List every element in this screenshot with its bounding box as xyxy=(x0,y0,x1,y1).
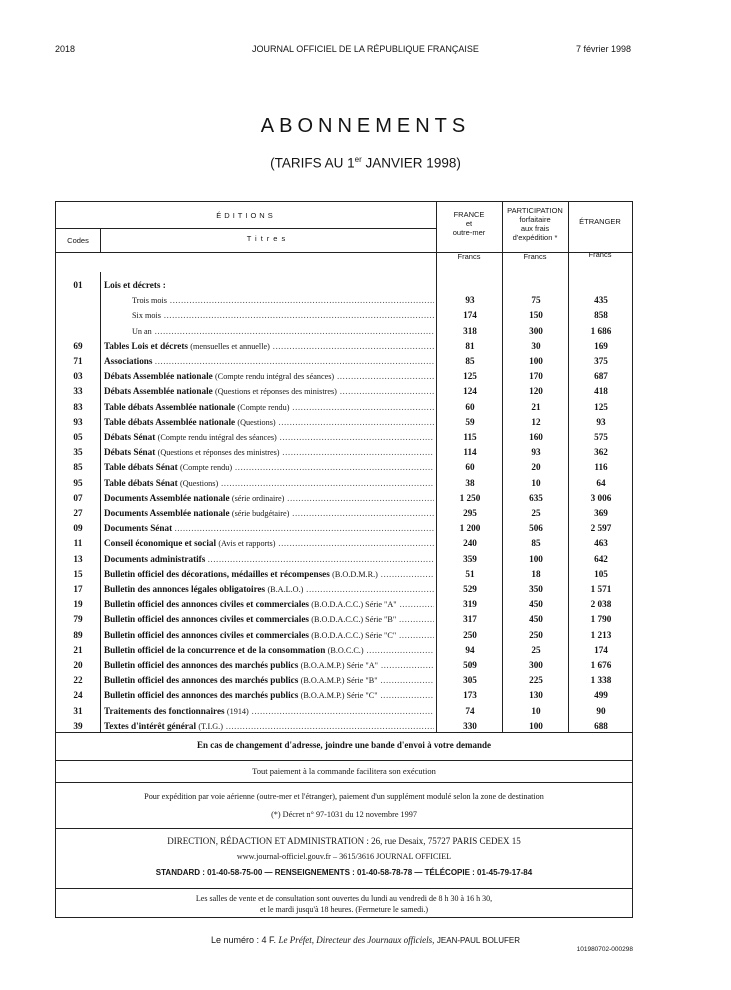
price-france: 115 xyxy=(463,432,477,442)
price-participation: 450 xyxy=(529,614,543,625)
table-row xyxy=(56,415,632,430)
price-france: 1 250 xyxy=(459,492,481,503)
table-row xyxy=(56,445,632,460)
price-etranger: 105 xyxy=(594,568,608,579)
etranger-header: ÉTRANGER xyxy=(579,217,621,226)
codes-header: Codes xyxy=(67,236,89,245)
decree-note: (*) Décret n° 97-1031 du 12 novembre 1997 xyxy=(271,810,417,819)
row-title: Bulletin des annonces légales obligatoires (B.A.L.O.) ..... xyxy=(104,582,434,597)
price-participation: 170 xyxy=(529,371,543,382)
price-france: 38 xyxy=(465,477,475,488)
row-code: 33 xyxy=(73,386,83,397)
footer: Le numéro : 4 F. Le Préfet, Directeur des Journaux officiels, JEAN-PAUL BOLUFER xyxy=(210,935,521,945)
table-row xyxy=(56,369,632,384)
row-title: Bulletin officiel de la concurrence et de la consommation (B.O.C.C.) ..... xyxy=(104,643,434,658)
table-row xyxy=(56,521,632,536)
price-etranger: 575 xyxy=(594,432,608,442)
table-row xyxy=(56,491,632,506)
change-address-note: En cas de changement d'adresse, joindre une bande d'envoi à votre demande xyxy=(196,740,492,750)
price-participation: 25 xyxy=(531,508,541,518)
table-row xyxy=(56,293,632,308)
table-row xyxy=(56,643,632,658)
row-title: Bulletin officiel des annonces des marchés publics (B.O.A.M.P.) Série "C" ..... xyxy=(104,688,434,703)
price-etranger: 362 xyxy=(594,447,608,458)
row-title: Un an ..... xyxy=(132,324,434,339)
price-etranger: 858 xyxy=(594,310,608,321)
table-row xyxy=(56,567,632,582)
table-row xyxy=(56,536,632,551)
price-etranger: 687 xyxy=(594,371,608,382)
price-etranger: 499 xyxy=(594,690,608,701)
price-etranger: 1 571 xyxy=(590,584,612,594)
price-participation: 506 xyxy=(529,523,543,534)
row-code: 31 xyxy=(73,705,83,716)
row-code: 85 xyxy=(73,462,83,473)
row-code: 83 xyxy=(73,401,83,412)
price-participation: 350 xyxy=(529,584,543,594)
table-row xyxy=(56,704,632,719)
direction-address: DIRECTION, RÉDACTION ET ADMINISTRATION : 26, rue Desaix, 75727 PARIS CEDEX 15 xyxy=(167,836,521,846)
shipping-note: Pour expédition par voie aérienne (outre-mer et l'étranger), paiement d'un supplément modulé selon la zone de destination xyxy=(144,792,544,801)
france-header: FRANCE et outre-mer xyxy=(452,210,486,237)
row-title: Table débats Sénat (Questions) ..... xyxy=(104,476,434,491)
titres-header: Titres xyxy=(246,234,290,243)
row-code: 05 xyxy=(73,432,83,442)
journal-title: JOURNAL OFFICIEL DE LA RÉPUBLIQUE FRANÇAISE xyxy=(252,44,479,54)
row-code: 39 xyxy=(73,720,83,731)
row-code: 17 xyxy=(73,584,83,594)
table-row xyxy=(56,582,632,597)
price-participation: 300 xyxy=(529,325,543,336)
table-row xyxy=(56,384,632,399)
table-row xyxy=(56,354,632,369)
row-code: 79 xyxy=(73,614,83,625)
page-title: ABONNEMENTS xyxy=(260,115,471,137)
row-title: Documents administratifs ..... xyxy=(104,552,434,567)
row-code: 20 xyxy=(73,660,83,670)
table-row xyxy=(56,688,632,703)
row-title: Bulletin officiel des décorations, médailles et récompenses (B.O.D.M.R.) ..... xyxy=(104,567,434,582)
price-participation: 450 xyxy=(529,599,543,610)
row-title: Documents Assemblée nationale (série budgétaire) ..... xyxy=(104,506,434,521)
row-title: Six mois ..... xyxy=(132,308,434,323)
table-row xyxy=(56,308,632,323)
price-etranger: 435 xyxy=(594,295,608,306)
row-title: Débats Assemblée nationale (Questions et réponses des ministres) ..... xyxy=(104,384,434,399)
row-code: 03 xyxy=(73,371,83,382)
table-row xyxy=(56,719,632,734)
price-etranger: 642 xyxy=(594,553,608,564)
page-subtitle: (TARIFS AU 1er JANVIER 1998) xyxy=(270,155,461,171)
table-row xyxy=(56,612,632,627)
row-code: 21 xyxy=(73,644,83,655)
price-france: 318 xyxy=(463,325,477,336)
price-etranger: 90 xyxy=(596,705,606,716)
price-etranger: 1 790 xyxy=(590,614,612,625)
price-participation: 25 xyxy=(531,644,541,655)
table-row xyxy=(56,628,632,643)
price-participation: 21 xyxy=(531,401,541,412)
price-participation: 93 xyxy=(531,447,541,458)
table-row xyxy=(56,552,632,567)
row-code: 27 xyxy=(73,508,83,518)
table-row xyxy=(56,339,632,354)
price-france: 94 xyxy=(465,644,475,655)
row-code: 69 xyxy=(73,340,83,351)
price-etranger: 375 xyxy=(594,356,608,366)
price-participation: 18 xyxy=(531,568,541,579)
table-row xyxy=(56,400,632,415)
row-title: Conseil économique et social (Avis et rapports) ..... xyxy=(104,536,434,551)
price-participation: 150 xyxy=(529,310,543,321)
price-france: 85 xyxy=(465,356,475,366)
price-participation: 30 xyxy=(531,340,541,351)
row-title: Table débats Assemblée nationale (Questions) ..... xyxy=(104,415,434,430)
row-title: Documents Sénat ..... xyxy=(104,521,434,536)
row-code: 22 xyxy=(73,675,83,686)
price-etranger: 418 xyxy=(594,386,608,397)
row-code: 11 xyxy=(73,538,83,549)
price-participation: 85 xyxy=(531,538,541,549)
price-france: 295 xyxy=(463,508,477,518)
row-code: 71 xyxy=(73,356,83,366)
price-participation: 100 xyxy=(529,356,543,366)
row-title: Bulletin officiel des annonces des marchés publics (B.O.A.M.P.) Série "A" ..... xyxy=(104,658,434,673)
price-france: 317 xyxy=(463,614,477,625)
price-france: 81 xyxy=(465,340,475,351)
price-france: 305 xyxy=(463,675,477,686)
row-title: Textes d'intérêt général (T.I.G.) ..... xyxy=(104,719,434,734)
price-france: 74 xyxy=(465,705,475,716)
row-title: Bulletin officiel des annonces civiles et commerciales (B.O.D.A.C.C.) Série "C" ..... xyxy=(104,628,434,643)
table-row xyxy=(56,597,632,612)
price-etranger: 174 xyxy=(594,644,608,655)
table-row xyxy=(56,506,632,521)
row-title: Tables Lois et décrets (mensuelles et annuelle) ..... xyxy=(104,339,434,354)
row-code: 95 xyxy=(73,477,83,488)
row-title: Documents Assemblée nationale (série ordinaire) ..... xyxy=(104,491,434,506)
price-france: 51 xyxy=(465,568,475,579)
row-code: 13 xyxy=(73,553,83,564)
row-code: 93 xyxy=(73,416,83,427)
row-title: Lois et décrets : xyxy=(104,280,166,290)
price-etranger: 3 006 xyxy=(590,492,612,503)
row-title: Trois mois ..... xyxy=(132,293,434,308)
row-title: Bulletin officiel des annonces des marchés publics (B.O.A.M.P.) Série "B" ..... xyxy=(104,673,434,688)
price-participation: 160 xyxy=(529,432,543,442)
price-france: 59 xyxy=(465,416,475,427)
price-france: 60 xyxy=(465,462,475,473)
website-line: www.journal-officiel.gouv.fr – 3615/3616 JOURNAL OFFICIEL xyxy=(236,852,452,861)
price-participation: 300 xyxy=(529,660,543,670)
price-etranger: 1 686 xyxy=(590,325,612,336)
contact-numbers: STANDARD : 01-40-58-75-00 — RENSEIGNEMENTS : 01-40-58-78-78 — TÉLÉCOPIE : 01-45-79-17-84 xyxy=(155,868,533,877)
price-etranger: 93 xyxy=(596,416,606,427)
row-title: Associations ..... xyxy=(104,354,434,369)
row-title: Débats Sénat (Compte rendu intégral des séances) ..... xyxy=(104,430,434,445)
row-title: Bulletin officiel des annonces civiles et commerciales (B.O.D.A.C.C.) Série "A" ..... xyxy=(104,597,434,612)
table-row xyxy=(56,278,632,293)
price-france: 93 xyxy=(465,295,475,306)
price-participation: 10 xyxy=(531,705,541,716)
price-participation: 12 xyxy=(531,416,541,427)
row-code: 09 xyxy=(73,523,83,534)
price-etranger: 2 597 xyxy=(590,523,612,534)
price-france: 1 200 xyxy=(459,523,481,534)
price-etranger: 463 xyxy=(594,538,608,549)
subscription-table xyxy=(55,201,633,918)
row-code: 19 xyxy=(73,599,83,610)
reference-number: 101980702-000298 xyxy=(576,946,633,953)
price-participation: 120 xyxy=(529,386,543,397)
price-france: 509 xyxy=(463,660,477,670)
unit-participation: Francs xyxy=(523,252,547,261)
row-title: Table débats Assemblée nationale (Compte rendu) ..... xyxy=(104,400,434,415)
unit-etranger: Francs xyxy=(588,250,612,259)
price-etranger: 116 xyxy=(594,462,608,473)
price-participation: 250 xyxy=(529,629,543,640)
row-title: Bulletin officiel des annonces civiles et commerciales (B.O.D.A.C.C.) Série "B" ..... xyxy=(104,612,434,627)
price-etranger: 688 xyxy=(594,720,608,731)
price-participation: 130 xyxy=(529,690,543,701)
row-code: 01 xyxy=(73,280,83,290)
price-etranger: 169 xyxy=(594,340,608,351)
price-france: 114 xyxy=(463,447,477,458)
price-france: 124 xyxy=(463,386,477,397)
issue-date: 7 février 1998 xyxy=(575,44,631,54)
price-france: 240 xyxy=(463,538,477,549)
price-etranger: 1 676 xyxy=(590,660,612,670)
row-code: 35 xyxy=(73,447,83,458)
row-code: 24 xyxy=(73,690,83,701)
row-code: 89 xyxy=(73,629,83,640)
price-participation: 635 xyxy=(529,492,543,503)
opening-hours-1: Les salles de vente et de consultation sont ouvertes du lundi au vendredi de 8 h 30 à 16 h 30, xyxy=(195,894,493,903)
price-participation: 100 xyxy=(529,553,543,564)
unit-france: Francs xyxy=(457,252,481,261)
price-etranger: 369 xyxy=(594,508,608,518)
table-row xyxy=(56,476,632,491)
row-code: 07 xyxy=(73,492,83,503)
page-number: 2018 xyxy=(55,44,76,54)
price-france: 529 xyxy=(463,584,477,594)
price-france: 174 xyxy=(463,310,477,321)
price-etranger: 64 xyxy=(596,477,606,488)
participation-header: PARTICIPATION forfaitaire aux frais d'expédition * xyxy=(507,206,563,242)
price-etranger: 1 338 xyxy=(590,675,612,686)
table-row xyxy=(56,324,632,339)
table-row xyxy=(56,460,632,475)
price-france: 173 xyxy=(463,690,477,701)
row-title: Débats Assemblée nationale (Compte rendu intégral des séances) ..... xyxy=(104,369,434,384)
row-title: Traitements des fonctionnaires (1914) ..... xyxy=(104,704,434,719)
price-participation: 75 xyxy=(531,295,541,306)
table-row xyxy=(56,673,632,688)
price-france: 319 xyxy=(463,599,477,610)
price-participation: 10 xyxy=(531,477,541,488)
row-title: Table débats Sénat (Compte rendu) ..... xyxy=(104,460,434,475)
price-france: 359 xyxy=(463,553,477,564)
price-france: 330 xyxy=(463,720,477,731)
price-etranger: 2 038 xyxy=(590,599,612,610)
table-row xyxy=(56,430,632,445)
payment-note: Tout paiement à la commande facilitera son exécution xyxy=(252,766,436,776)
price-participation: 225 xyxy=(529,675,543,686)
price-france: 60 xyxy=(465,401,475,412)
row-title: Débats Sénat (Questions et réponses des ministres) ..... xyxy=(104,445,434,460)
price-etranger: 125 xyxy=(594,401,608,412)
price-france: 125 xyxy=(463,371,477,382)
table-row xyxy=(56,658,632,673)
price-participation: 20 xyxy=(531,462,541,473)
row-code: 15 xyxy=(73,568,83,579)
price-participation: 100 xyxy=(529,720,543,731)
editions-header: ÉDITIONS xyxy=(216,211,276,220)
price-france: 250 xyxy=(463,629,477,640)
opening-hours-2: et le mardi jusqu'à 18 heures. (Fermeture le samedi.) xyxy=(259,905,429,914)
price-etranger: 1 213 xyxy=(590,629,612,640)
